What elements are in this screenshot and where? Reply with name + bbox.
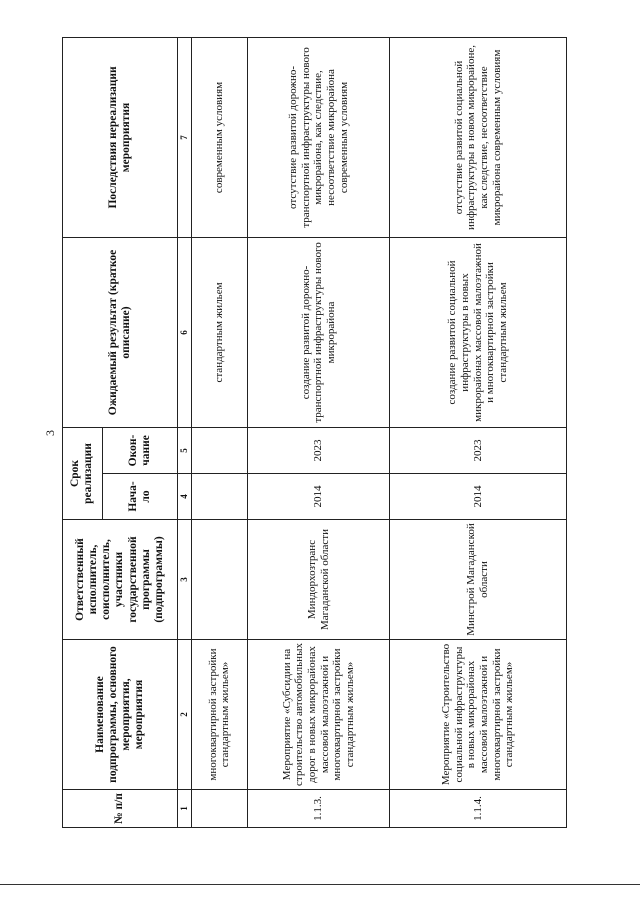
rotated-table-container <box>62 38 567 828</box>
program-table <box>62 37 567 828</box>
table-row <box>389 37 566 827</box>
column-number: 5 <box>178 427 191 473</box>
table-row <box>248 37 390 827</box>
row-num: 1.1.3. <box>248 790 390 828</box>
table-row <box>191 37 248 827</box>
row-start: 2014 <box>389 474 566 520</box>
row-start: 2014 <box>248 474 390 520</box>
row-consequences: отсутствие развитой дорожно-транспортной инфраструктуры нового микрорайона, как следствие, несоответствие микрорайона современным условиям <box>248 37 390 237</box>
column-number: 2 <box>178 640 191 790</box>
row-end: 2023 <box>389 427 566 473</box>
row-consequences: современным условиям <box>191 37 248 237</box>
row-executor: Минстрой Магаданской области <box>389 520 566 640</box>
column-number: 1 <box>178 790 191 828</box>
row-result: стандартным жильем <box>191 237 248 427</box>
row-end: 2023 <box>248 427 390 473</box>
row-num <box>191 790 248 828</box>
header-start: Нача-ло <box>102 474 178 520</box>
header-executor: Ответственный исполнитель, соисполнитель, участники государственной программы (подпрограммы) <box>63 520 178 640</box>
column-number-row <box>178 37 191 827</box>
header-num: № п/п <box>63 790 178 828</box>
row-result: создание развитой социальной инфраструктуры в новых микрорайонах массовой малоэтажной и многоквартирной застройки стандартным жильем <box>389 237 566 427</box>
column-number: 4 <box>178 474 191 520</box>
row-start <box>191 474 248 520</box>
page-number: 3 <box>43 430 57 436</box>
row-name: Мероприятие «Субсидии на строительство автомобильных дорог в новых микрорайонах массовой малоэтажной и многоквартирной застройки стандартным жильем» <box>248 640 390 790</box>
page-bottom-rule <box>0 884 640 885</box>
header-name: Наименование подпрограммы, основного мероприятия, мероприятия <box>63 640 178 790</box>
row-end <box>191 427 248 473</box>
column-number: 3 <box>178 520 191 640</box>
row-executor: Миндорхозтранс Магаданской области <box>248 520 390 640</box>
header-consequences: Последствия нереализации мероприятия <box>63 37 178 237</box>
row-executor <box>191 520 248 640</box>
row-num: 1.1.4. <box>389 790 566 828</box>
row-consequences: отсутствие развитой социальной инфраструктуры в новом микрорайоне, как следствие, несоответствие микрорайона современным условиям <box>389 37 566 237</box>
row-name: Мероприятие «Строительство социальной инфраструктуры в новых микрорайонах массовой малоэтажной и многоквартирной застройки стандартным жильем» <box>389 640 566 790</box>
header-result: Ожидаемый результат (краткое описание) <box>63 237 178 427</box>
header-period: Срок реализации <box>63 427 103 519</box>
column-number: 7 <box>178 37 191 237</box>
header-row <box>63 37 103 827</box>
header-end: Окон-чание <box>102 427 178 473</box>
row-name: многоквартирной застройки стандартным жильем» <box>191 640 248 790</box>
column-number: 6 <box>178 237 191 427</box>
row-result: создание развитой дорожно-транспортной инфраструктуры нового микрорайона <box>248 237 390 427</box>
